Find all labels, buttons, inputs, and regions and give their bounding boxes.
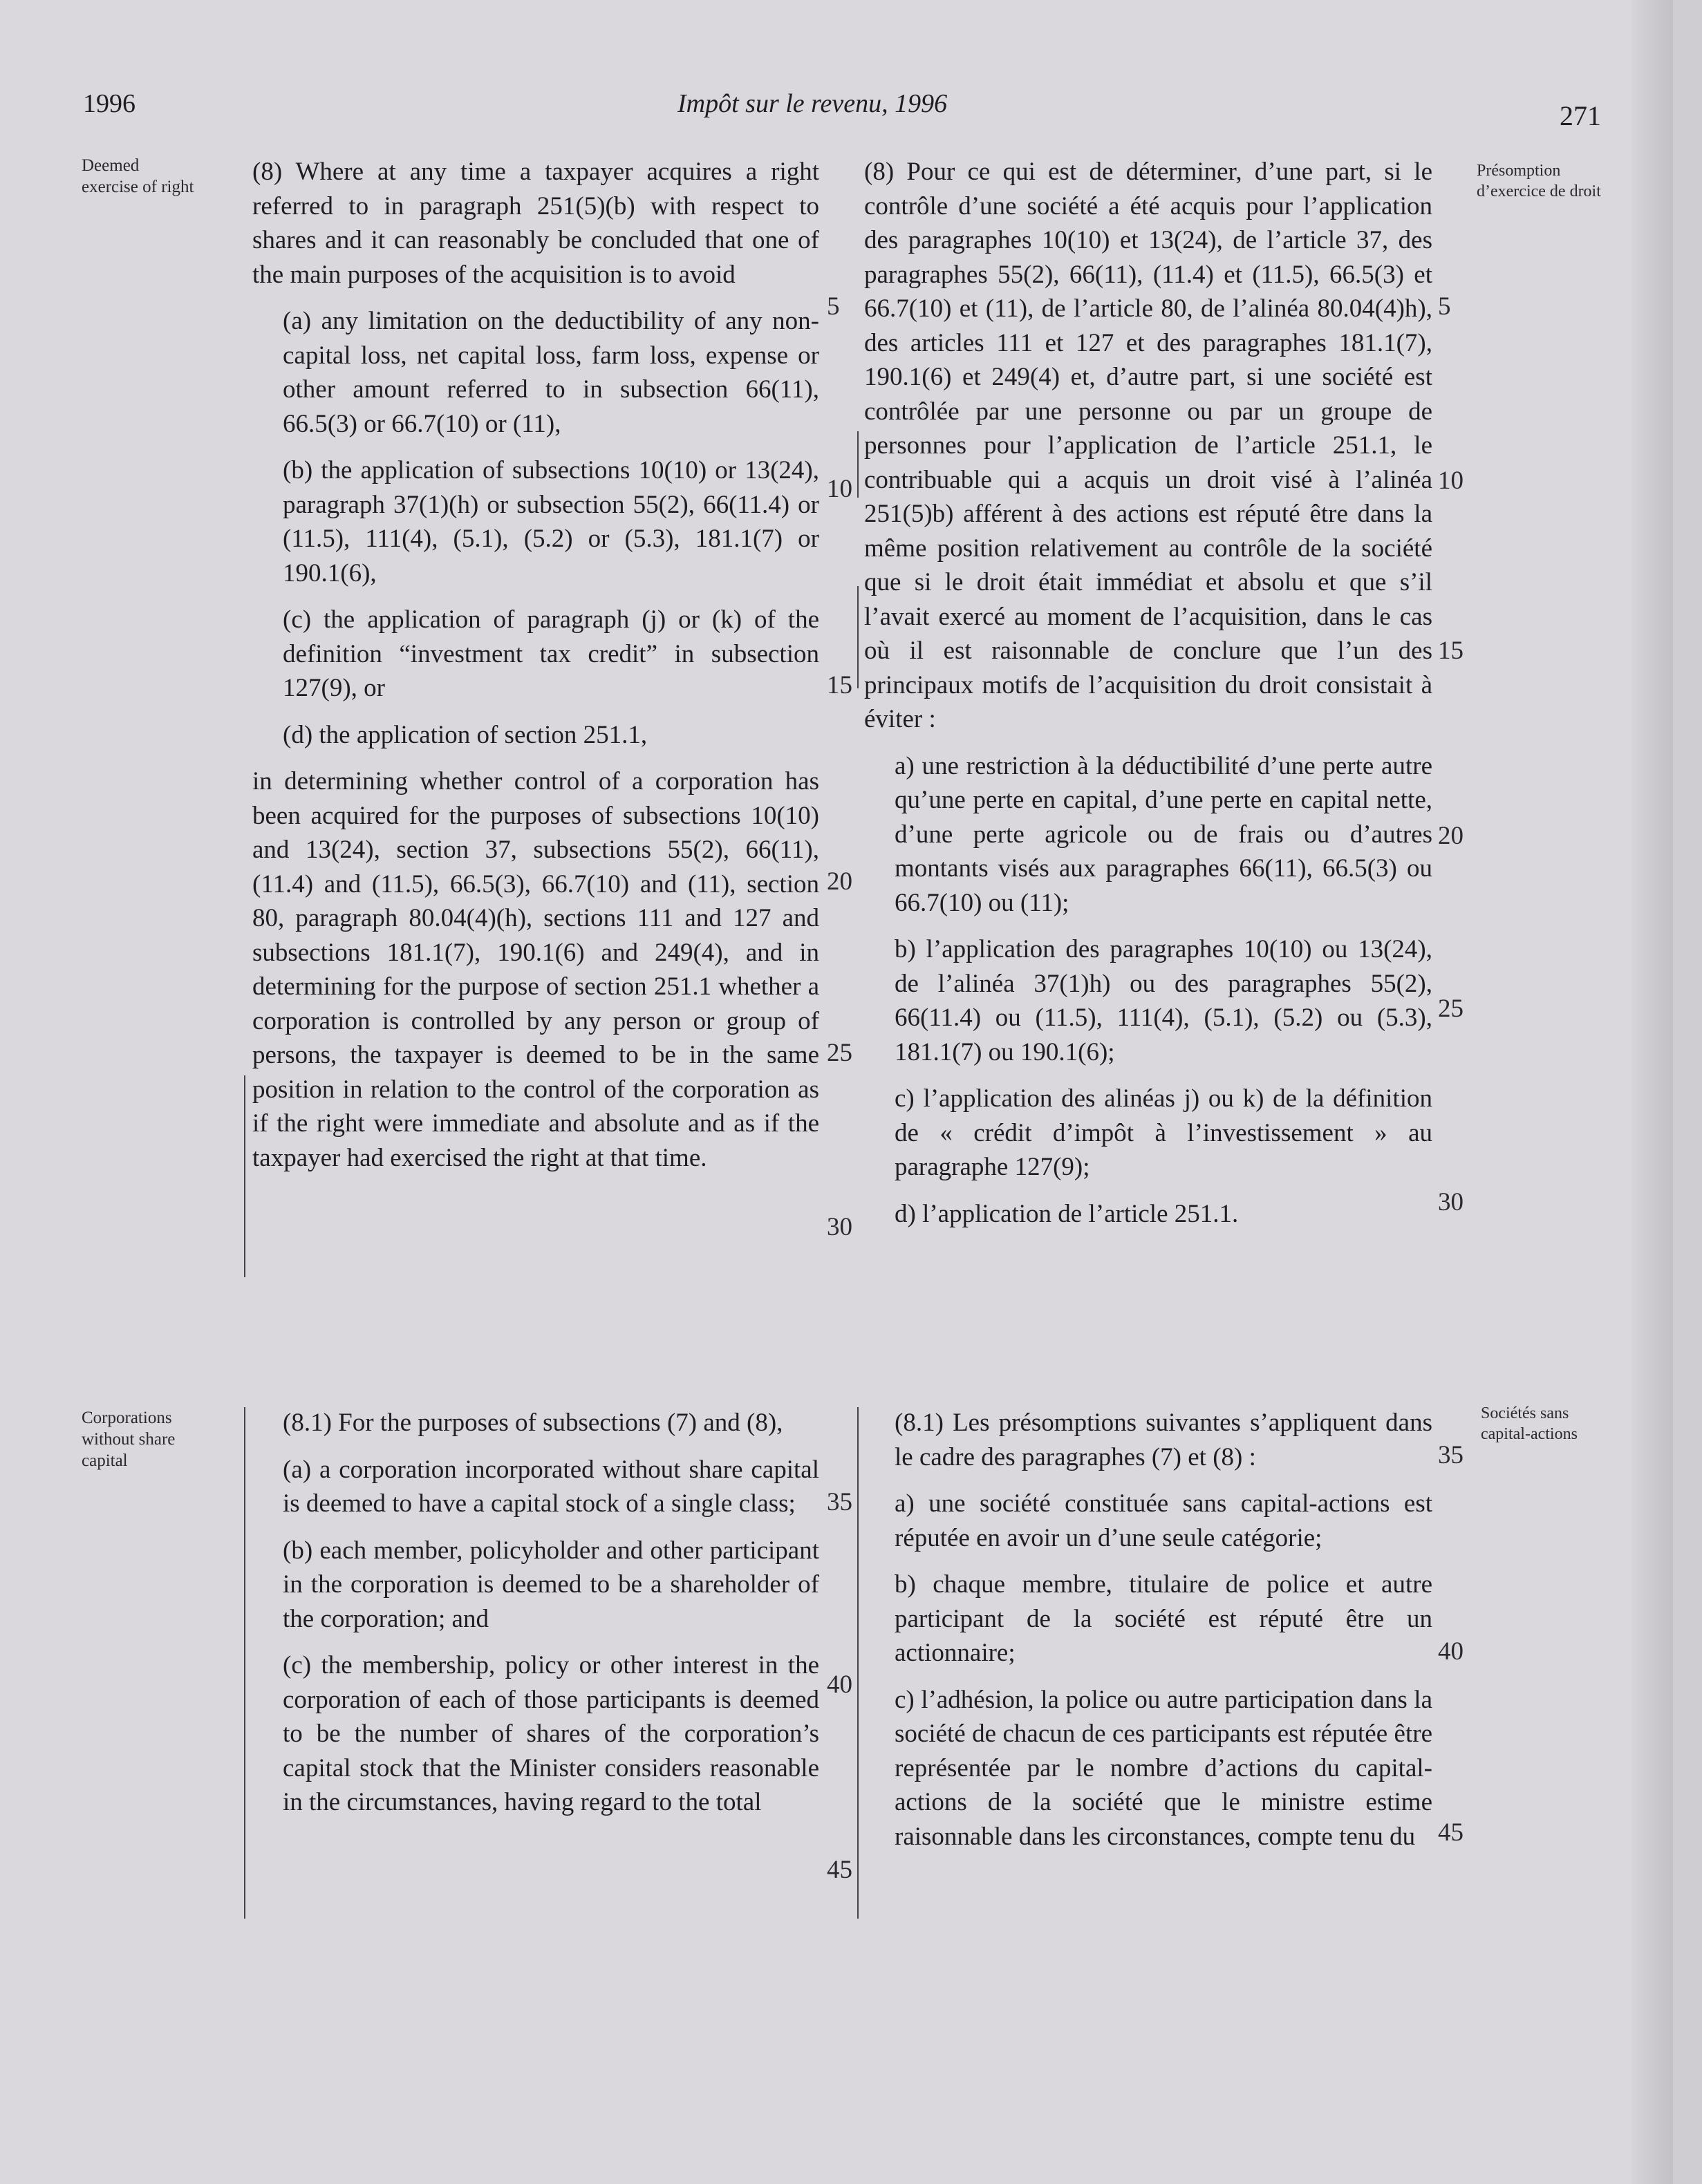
change-bar — [244, 1075, 245, 1277]
header-title: Impôt sur le revenu, 1996 — [677, 89, 948, 118]
change-bar — [857, 431, 859, 498]
line-number: 5 — [1438, 292, 1451, 321]
line-number: 5 — [827, 292, 840, 321]
line-number: 10 — [827, 475, 852, 503]
line-number: 25 — [1438, 995, 1463, 1023]
french-s81-a: a) une société constituée sans capital-actions est réputée en avoir un d’une seule catégorie; — [895, 1489, 1432, 1552]
change-bar — [857, 1407, 859, 1919]
page-number: 271 — [1560, 100, 1601, 131]
margin-note-corporations-without-share-capital: Corporations without share capital — [82, 1409, 176, 1470]
line-number: 10 — [1438, 467, 1463, 495]
line-number: 40 — [1438, 1637, 1463, 1666]
english-s81-intro: (8.1) For the purposes of subsections (7) and (8), — [283, 1409, 783, 1437]
line-number: 25 — [827, 1039, 852, 1067]
change-bar — [857, 586, 859, 688]
line-number: 40 — [827, 1670, 852, 1699]
english-s8-b: (b) the application of subsections 10(10) or 13(24), paragraph 37(1)(h) or subsection 55(2), 66(11.4) or (11.5), 111(4), (5.1), (5.2) or (5.3), 181.1(7) or 190.1(6), — [283, 456, 819, 587]
french-subsection-8 — [864, 155, 1432, 1231]
header-year: 1996 — [83, 89, 135, 118]
english-s8-d: (d) the application of section 251.1, — [283, 720, 648, 749]
line-number: 15 — [827, 671, 852, 699]
french-s8-a: a) une restriction à la déductibilité d’une perte autre qu’une perte en capital, d’une perte en capital nette, d’une perte agricole ou de frais ou d’autres montants visés aux paragraphes 66(11), 66.5(3) ou 66.7(10) ou (11); — [895, 751, 1432, 917]
english-subsection-8-1 — [252, 1406, 819, 1820]
change-bar — [244, 1407, 245, 1919]
english-s8-intro: (8) Where at any time a taxpayer acquires a right referred to in paragraph 251(5)(b) with respect to shares and it can reasonably be concluded that one of the main purposes of the acquisition is to avoid — [252, 158, 819, 289]
binding-shadow — [1631, 0, 1673, 2184]
english-s81-a: (a) a corporation incorporated without share capital is deemed to have a capital stock of a single class; — [283, 1455, 819, 1518]
french-s81-intro: (8.1) Les présomptions suivantes s’appliquent dans le cadre des paragraphes (7) et (8) : — [895, 1409, 1432, 1471]
line-number: 20 — [827, 867, 852, 896]
english-s8-tail: in determining whether control of a corporation has been acquired for the purposes of subsections 10(10) and 13(24), section 37, subsections 55(2), 66(11), (11.4) and (11.5), 66.5(3), 66.7(10) and (11), section 80, paragraph 80.04(4)(h), sections 111 and 127 and subsections 181.1(7), 190.1(6) and 249(4), and in determining for the purpose of section 251.1 whether a corporation is controlled by any person or group of persons, the taxpayer is deemed to be in the same position in relation to the control of the corporation as if the right were immediate and absolute and as if the taxpayer had exercised the right at that time. — [252, 767, 819, 1172]
french-s8-c: c) l’application des alinéas j) ou k) de la définition de « crédit d’impôt à l’investissement » au paragraphe 127(9); — [895, 1084, 1432, 1181]
line-number: 15 — [1438, 637, 1463, 665]
english-s8-c: (c) the application of paragraph (j) or (k) of the definition “investment tax credit” in subsection 127(9), or — [283, 605, 819, 702]
french-s81-c: c) l’adhésion, la police ou autre participation dans la société de chacun de ces participants est réputée être représentée par le nombre d’actions du capital-actions de la société que le ministre estime raisonnable dans les circonstances, compte tenu du — [895, 1685, 1432, 1851]
line-number: 45 — [827, 1856, 852, 1884]
french-s81-b: b) chaque membre, titulaire de police et autre participant de la société est réputé être un actionnaire; — [895, 1570, 1432, 1667]
english-s81-c: (c) the membership, policy or other interest in the corporation of each of those participants is deemed to be the number of shares of the corporation’s capital stock that the Minister considers reasonable in the circumstances, having regard to the total — [283, 1651, 819, 1816]
margin-note-presomption: Présomption d’exercice de droit — [1477, 162, 1601, 200]
english-s8-a: (a) any limitation on the deductibility of any non-capital loss, net capital loss, farm loss, expense or other amount referred to in subsection 66(11), 66.5(3) or 66.7(10) or (11), — [283, 307, 819, 438]
line-number: 35 — [827, 1488, 852, 1516]
french-s8-b: b) l’application des paragraphes 10(10) ou 13(24), de l’alinéa 37(1)h) ou des paragraphes 55(2), 66(11.4) ou (11.5), 111(4), (5.1), (5.2) ou (5.3), 181.1(7) ou 190.1(6); — [895, 935, 1432, 1066]
margin-note-societes-sans-capital: Sociétés sans capital-actions — [1481, 1404, 1578, 1443]
english-s81-b: (b) each member, policyholder and other participant in the corporation is deemed to be a shareholder of the corporation; and — [283, 1536, 819, 1633]
line-number: 30 — [1438, 1188, 1463, 1216]
french-s8-d: d) l’application de l’article 251.1. — [895, 1199, 1239, 1228]
line-number: 35 — [1438, 1441, 1463, 1469]
line-number: 45 — [1438, 1818, 1463, 1847]
french-s8-intro: (8) Pour ce qui est de déterminer, d’une part, si le contrôle d’une société a été acquis pour l’application des paragraphes 10(10) et 13(24), de l’article 37, des paragraphes 55(2), 66(11), (11.4) et (11.5), 66.5(3) et 66.7(10) et (11), de l’article 80, de l’alinéa 80.04(4)h), des articles 111 et 127 et des paragraphes 181.1(7), 190.1(6) et 249(4) et, d’autre part, si une société est contrôlée par une personne ou par un groupe de personnes pour l’application de l’article 251.1, le contribuable qui a acquis un droit visé à l’alinéa 251(5)b) afférent à des actions est réputé être dans la même position relativement au contrôle de la société que si le droit était immédiat et absolu et que s’il l’avait exercé au moment de l’acquisition, dans le cas où il est raisonnable de conclure que l’un des principaux motifs de l’acquisition du droit consistait à éviter : — [864, 158, 1432, 733]
line-number: 30 — [827, 1213, 852, 1241]
english-subsection-8 — [252, 155, 819, 1175]
french-subsection-8-1 — [864, 1406, 1432, 1854]
line-number: 20 — [1438, 822, 1463, 850]
margin-note-deemed-exercise: Deemed exercise of right — [82, 156, 194, 196]
